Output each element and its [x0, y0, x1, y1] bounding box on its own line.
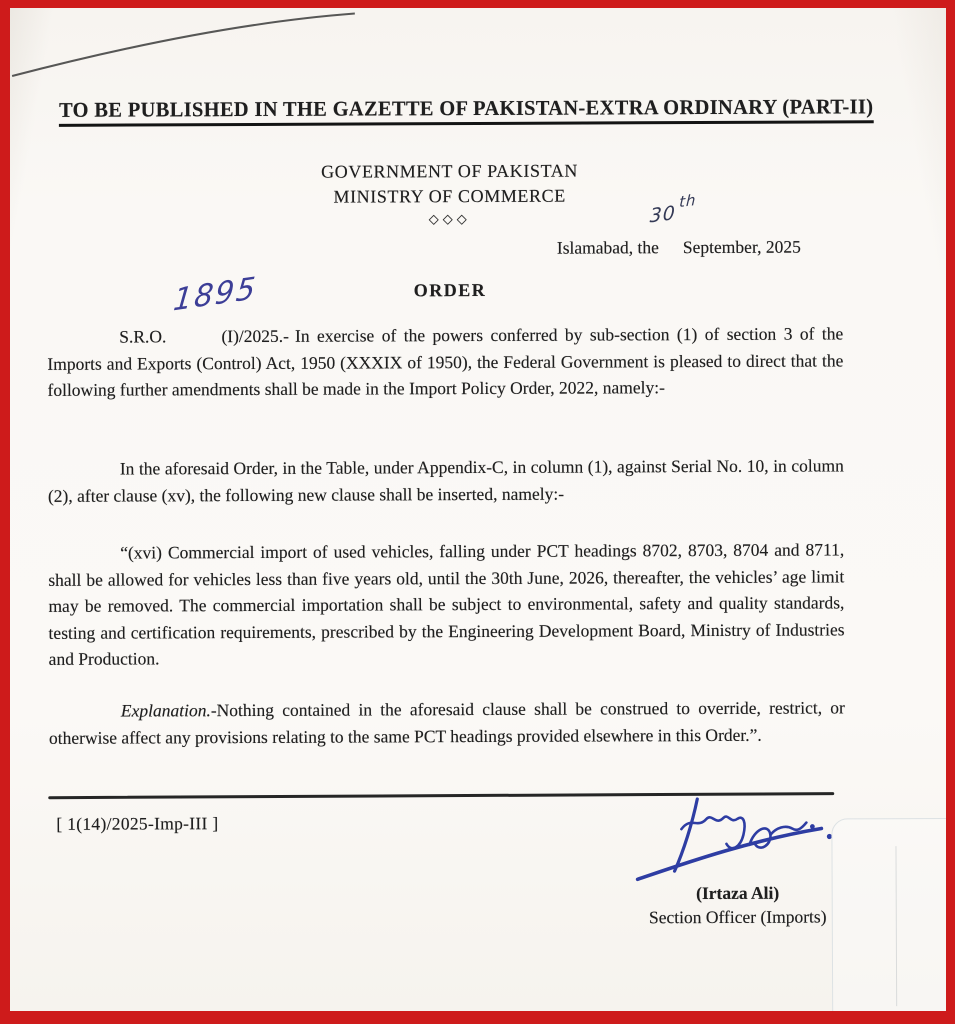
document-content: [10, 8, 946, 1011]
scan-artifact-sheet-edge: [831, 818, 946, 1011]
sro-label: S.R.O.: [119, 326, 167, 347]
dateline: [557, 236, 857, 258]
dateline-month-year: September, 2025: [682, 236, 801, 258]
explanation-label: Explanation.-: [120, 700, 217, 721]
signatory-name: (Irtaza Ali): [696, 882, 780, 904]
sro-number: (I)/2025.-: [221, 325, 290, 347]
signatory-title: Section Officer (Imports): [648, 906, 827, 928]
document-paper: [10, 8, 946, 1011]
paragraph-sro: [47, 320, 843, 403]
handwritten-day: [649, 190, 697, 228]
paragraph-explanation: [49, 694, 845, 750]
ministry-line: MINISTRY OF COMMERCE: [333, 185, 566, 207]
handwritten-day-ordinal: th: [678, 190, 697, 212]
paragraph-amendment: In the aforesaid Order, in the Table, under Appendix-C, in column (1), against Serial No. 10, in column (2), after clause (xv), the following new clause shall be inserted, namely:-: [47, 455, 844, 506]
handwritten-serial-number: 1895: [171, 270, 259, 319]
government-line: GOVERNMENT OF PAKISTAN: [321, 160, 578, 182]
dateline-place: Islamabad, the: [556, 237, 659, 258]
explanation-body: Nothing contained in the aforesaid clause shall be construed to override, restrict, or otherwise affect any provisions relating to the same PCT headings provided elsewhere in this Order.”.: [48, 697, 845, 748]
paragraph-clause-xvi: “(xvi) Commercial import of used vehicles, falling under PCT headings 8702, 8703, 8704 and 8711, shall be allowed for vehicles less than five years old, until the 30th June, 2026, thereafter, the vehicles’ age limit may be removed. The commercial importation shall be subject to environmental, safety and quality standards, testing and certification requirements, prescribed by the Engineering Development Board, Ministry of Industries and Production.: [48, 539, 845, 669]
file-reference: [ 1(14)/2025-Imp-III ]: [56, 813, 219, 834]
gazette-banner-text: TO BE PUBLISHED IN THE GAZETTE OF PAKISTAN-EXTRA ORDINARY (PART-II): [59, 94, 874, 127]
diamond-divider-icon: ◇◇◇: [428, 211, 471, 227]
handwritten-day-number: 30: [649, 201, 677, 228]
signatory-block: [620, 882, 856, 928]
order-heading: ORDER: [413, 279, 487, 301]
scan-artifact-curve: [10, 9, 358, 86]
gazette-banner: [39, 94, 893, 123]
signature-ink: [629, 788, 839, 889]
sro-body-text: In exercise of the powers conferred by sub-section (1) of section 3 of the Imports and Exports (Control) Act, 1950 (XXXIX of 1950), the Federal Government is pleased to direct that the following further amendments shall be made in the Import Policy Order, 2022, namely:-: [47, 323, 844, 400]
